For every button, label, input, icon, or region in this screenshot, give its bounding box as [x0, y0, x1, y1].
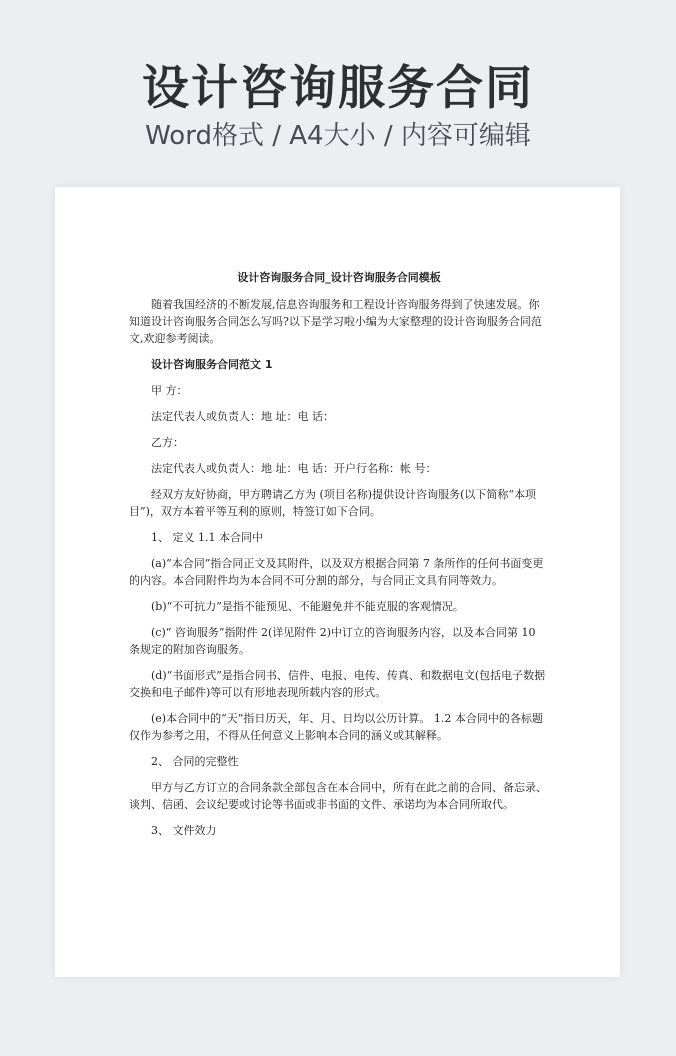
document-body [129, 269, 549, 848]
banner-title: 设计咨询服务合同 [142, 61, 534, 116]
party-b-line: 乙方： [151, 436, 184, 449]
party-a-line: 甲 方： [151, 384, 188, 397]
clause-paragraph: (a)“本合同”指合同正文及其附件，以及双方根据合同第 7 条所作的任何书面变更的内容。本合同附件均为本合同不可分割的部分，与合同正文具有同等效力。 [129, 557, 544, 587]
intro-paragraph: 随着我国经济的不断发展,信息咨询服务和工程设计咨询服务得到了快速发展。你知道设计咨询服务合同怎么写吗?以下是学习啦小编为大家整理的设计咨询服务合同范文,欢迎参考阅读。 [129, 298, 542, 345]
clause-paragraph: 甲方与乙方订立的合同条款全部包含在本合同中，所有在此之前的合同、备忘录、谈判、信函、会议纪要或讨论等书面或非书面的文件、承诺均为本合同所取代。 [129, 781, 547, 811]
agreement-paragraph: 经双方友好协商，甲方聘请乙方为 (项目名称)提供设计咨询服务(以下简称“本项目”)，双方本着平等互利的原则，特签订如下合同。 [129, 488, 536, 518]
clause-heading: 2、 合同的完整性 [151, 755, 239, 768]
clause-paragraph: (b)“不可抗力”是指不能预见、不能避免并不能克服的客观情况。 [151, 600, 464, 613]
clause-paragraph: (e)本合同中的“天”指日历天，年、月、日均以公历计算。 1.2 本合同中的各标题仅作为参考之用，不得从任何意义上影响本合同的涵义或其解释。 [129, 712, 543, 742]
document-page [55, 187, 620, 977]
clause-heading: 1、 定义 1.1 本合同中 [151, 531, 263, 544]
clause-paragraph: (d)“书面形式”是指合同书、信件、电报、电传、传真、和数据电文(包括电子数据交换和电子邮件)等可以有形地表现所载内容的形式。 [129, 669, 546, 699]
party-a-rep-line: 法定代表人或负责人：地 址：电 话： [151, 410, 334, 423]
party-b-rep-line: 法定代表人或负责人：地 址：电 话：开户行名称：帐 号： [151, 462, 437, 475]
clause-paragraph: (c)“ 咨询服务”指附件 2(详见附件 2)中订立的咨询服务内容，以及本合同第 10 条规定的附加咨询服务。 [129, 626, 536, 656]
section-heading: 设计咨询服务合同范文 1 [151, 358, 273, 371]
banner-subtitle: Word格式 / A4大小 / 内容可编辑 [145, 121, 531, 151]
document-title: 设计咨询服务合同_设计咨询服务合同模板 [237, 271, 441, 284]
clause-heading: 3、 文件效力 [151, 824, 217, 837]
